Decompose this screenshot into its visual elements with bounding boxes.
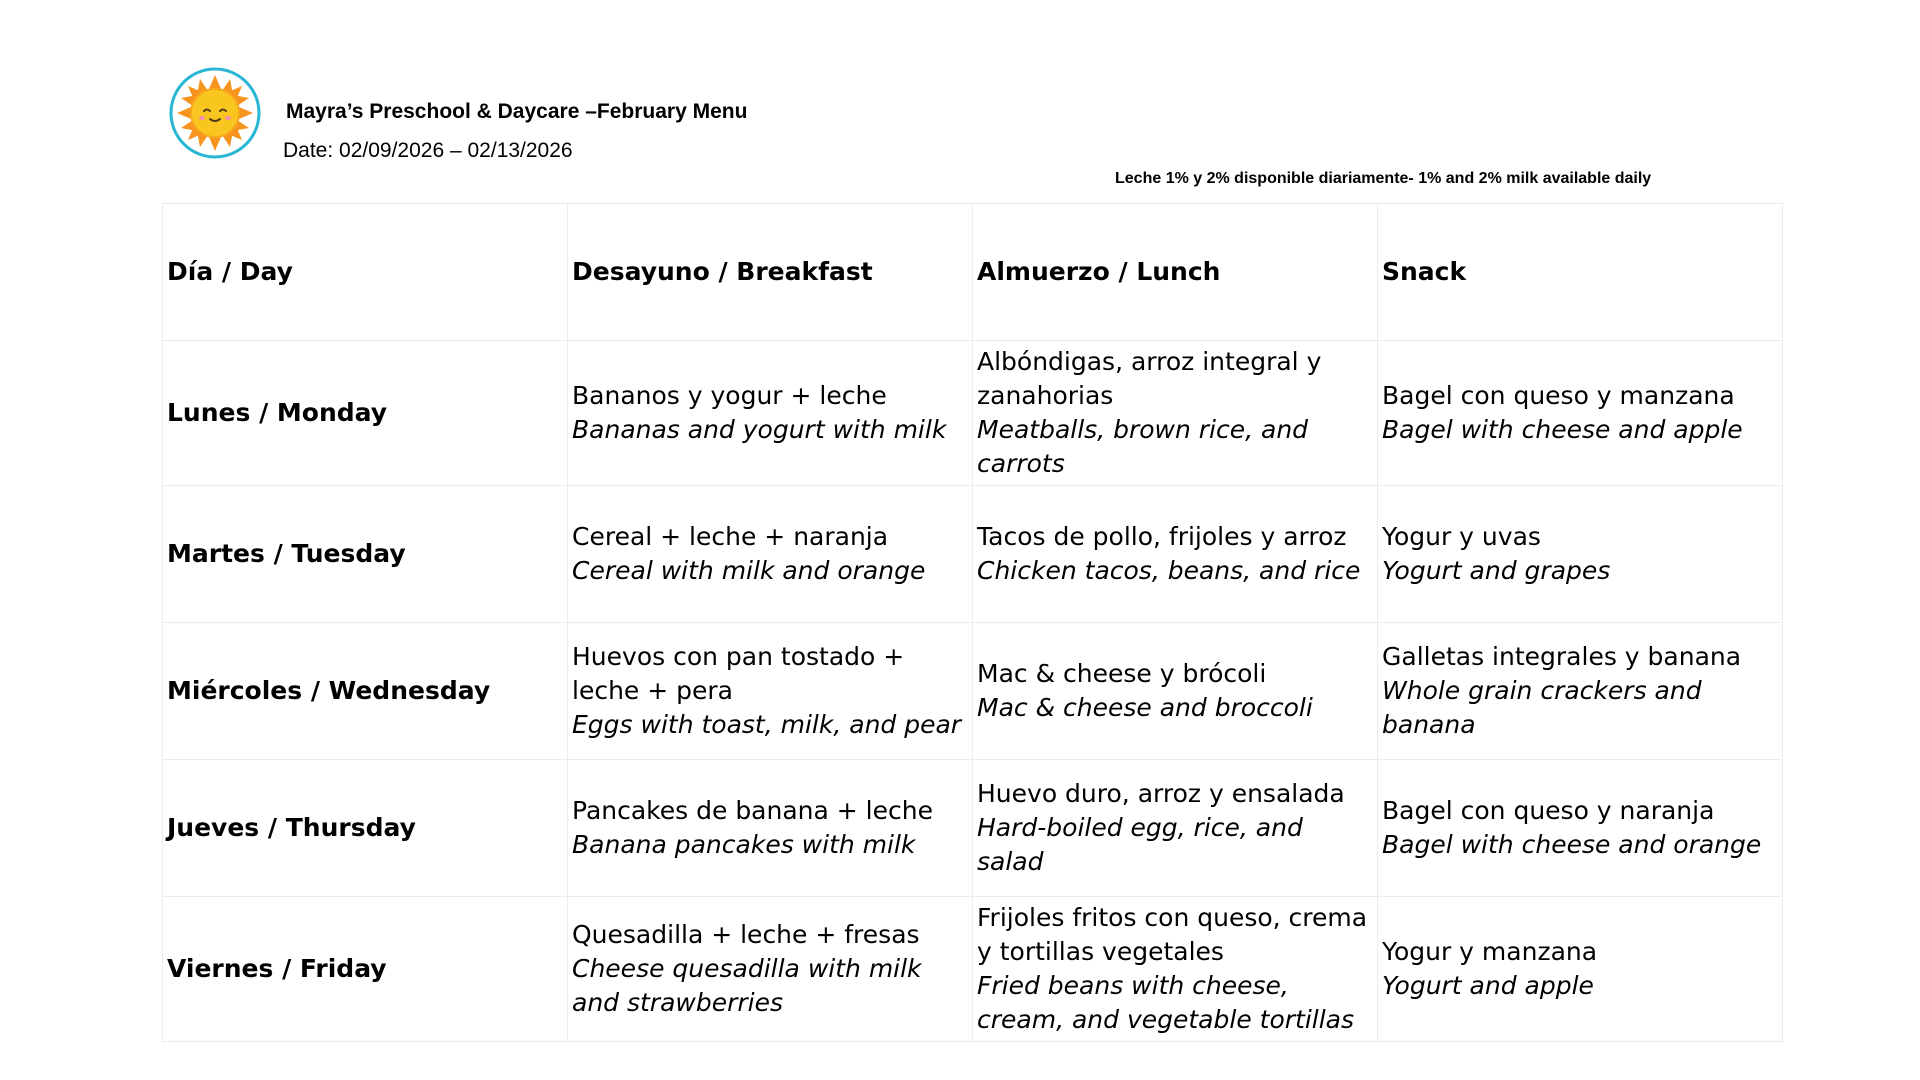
lunch-es: Tacos de pollo, frijoles y arroz bbox=[977, 522, 1347, 551]
lunch-es: Albóndigas, arroz integral y zanahorias bbox=[977, 347, 1322, 410]
lunch-cell bbox=[973, 897, 1378, 1042]
breakfast-es: Pancakes de banana + leche bbox=[572, 796, 933, 825]
snack-cell bbox=[1378, 341, 1783, 486]
header-day: Día / Day bbox=[163, 204, 568, 341]
breakfast-es: Quesadilla + leche + fresas bbox=[572, 920, 920, 949]
snack-es: Bagel con queso y manzana bbox=[1382, 381, 1735, 410]
snack-en: Bagel with cheese and apple bbox=[1382, 415, 1743, 444]
day-cell: Lunes / Monday bbox=[163, 341, 568, 486]
snack-en: Yogurt and apple bbox=[1382, 971, 1594, 1000]
snack-cell bbox=[1378, 897, 1783, 1042]
lunch-en: Meatballs, brown rice, and carrots bbox=[977, 415, 1309, 478]
breakfast-cell bbox=[568, 623, 973, 760]
table-row bbox=[163, 897, 1783, 1042]
breakfast-cell bbox=[568, 341, 973, 486]
breakfast-en: Eggs with toast, milk, and pear bbox=[572, 710, 962, 739]
snack-en: Yogurt and grapes bbox=[1382, 556, 1611, 585]
table-row bbox=[163, 486, 1783, 623]
lunch-en: Mac & cheese and broccoli bbox=[977, 693, 1313, 722]
lunch-en: Chicken tacos, beans, and rice bbox=[977, 556, 1361, 585]
lunch-cell bbox=[973, 760, 1378, 897]
date-range: Date: 02/09/2026 – 02/13/2026 bbox=[283, 139, 573, 162]
lunch-cell bbox=[973, 486, 1378, 623]
page-title: Mayra’s Preschool & Daycare –February Menu bbox=[286, 100, 748, 123]
table-row bbox=[163, 760, 1783, 897]
lunch-en: Fried beans with cheese, cream, and vegetable tortillas bbox=[977, 971, 1355, 1034]
table-header-row bbox=[163, 204, 1783, 341]
lunch-es: Mac & cheese y brócoli bbox=[977, 659, 1267, 688]
lunch-cell bbox=[973, 623, 1378, 760]
breakfast-es: Huevos con pan tostado + leche + pera bbox=[572, 642, 905, 705]
breakfast-cell bbox=[568, 486, 973, 623]
day-cell: Miércoles / Wednesday bbox=[163, 623, 568, 760]
breakfast-es: Bananos y yogur + leche bbox=[572, 381, 887, 410]
breakfast-cell bbox=[568, 897, 973, 1042]
table-row bbox=[163, 623, 1783, 760]
breakfast-cell bbox=[568, 760, 973, 897]
lunch-es: Huevo duro, arroz y ensalada bbox=[977, 779, 1345, 808]
breakfast-en: Cheese quesadilla with milk and strawberries bbox=[572, 954, 922, 1017]
snack-cell bbox=[1378, 623, 1783, 760]
sun-logo-graphic bbox=[169, 67, 261, 159]
breakfast-en: Bananas and yogurt with milk bbox=[572, 415, 947, 444]
day-cell: Martes / Tuesday bbox=[163, 486, 568, 623]
lunch-es: Frijoles fritos con queso, crema y tortillas vegetales bbox=[977, 903, 1368, 966]
lunch-cell bbox=[973, 341, 1378, 486]
header-breakfast: Desayuno / Breakfast bbox=[568, 204, 973, 341]
lunch-en: Hard-boiled egg, rice, and salad bbox=[977, 813, 1303, 876]
snack-en: Bagel with cheese and orange bbox=[1382, 830, 1762, 859]
snack-cell bbox=[1378, 760, 1783, 897]
day-cell: Viernes / Friday bbox=[163, 897, 568, 1042]
snack-es: Yogur y uvas bbox=[1382, 522, 1541, 551]
smiling-sun-icon bbox=[169, 67, 261, 159]
milk-note: Leche 1% y 2% disponible diariamente- 1% and 2% milk available daily bbox=[1115, 170, 1652, 187]
snack-es: Bagel con queso y naranja bbox=[1382, 796, 1715, 825]
menu-table bbox=[162, 203, 1783, 1042]
breakfast-en: Banana pancakes with milk bbox=[572, 830, 916, 859]
snack-es: Yogur y manzana bbox=[1382, 937, 1598, 966]
table-row bbox=[163, 341, 1783, 486]
breakfast-es: Cereal + leche + naranja bbox=[572, 522, 889, 551]
breakfast-en: Cereal with milk and orange bbox=[572, 556, 926, 585]
snack-es: Galletas integrales y banana bbox=[1382, 642, 1742, 671]
header-snack: Snack bbox=[1378, 204, 1783, 341]
header-lunch: Almuerzo / Lunch bbox=[973, 204, 1378, 341]
snack-en: Whole grain crackers and banana bbox=[1382, 676, 1702, 739]
day-cell: Jueves / Thursday bbox=[163, 760, 568, 897]
snack-cell bbox=[1378, 486, 1783, 623]
